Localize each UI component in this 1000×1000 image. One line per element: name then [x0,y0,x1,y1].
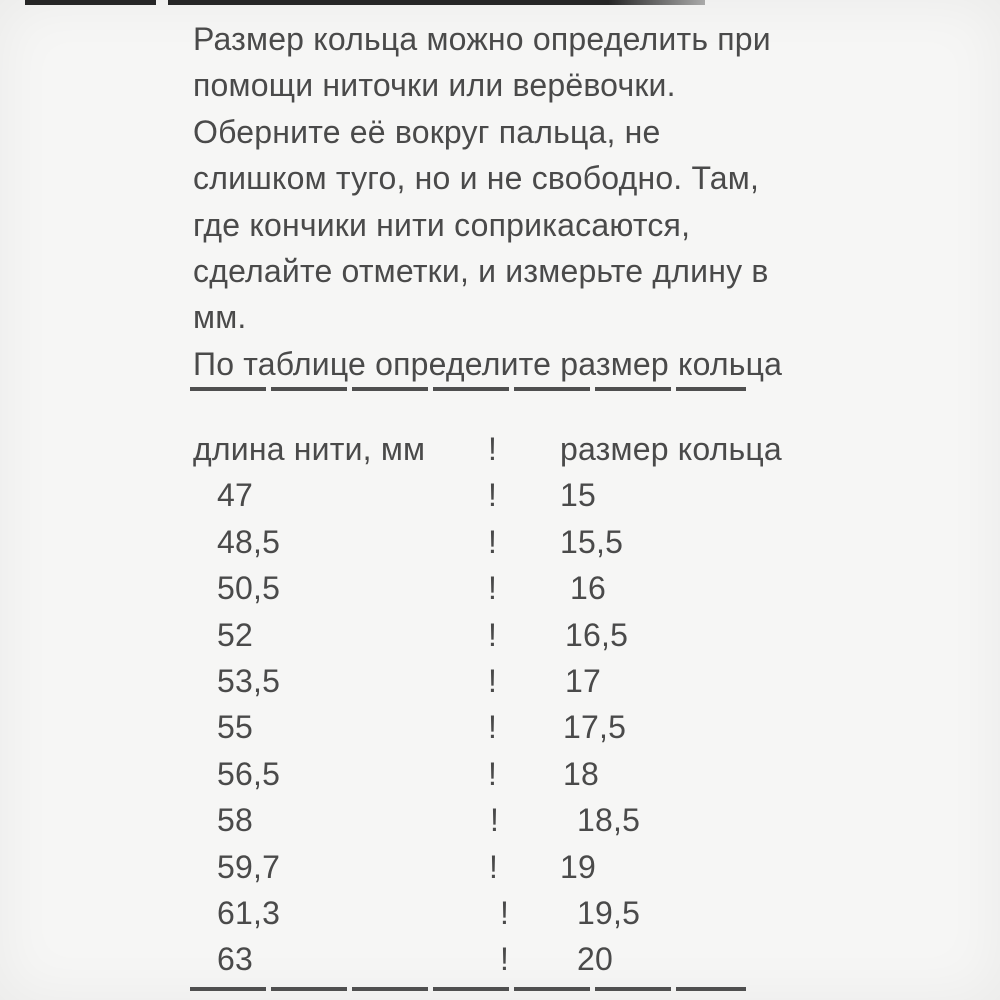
column-header-length: длина нити, мм [193,431,426,467]
column-separator: ! [500,895,510,931]
table-row [193,524,813,570]
column-separator: ! [488,431,498,467]
length-value: 53,5 [217,663,281,699]
table-row [193,477,813,523]
table-row [193,895,813,941]
top-edge-bar-right [168,0,705,5]
length-value: 50,5 [217,570,281,606]
column-separator: ! [500,941,510,977]
table-row [193,756,813,802]
instructions-text [193,16,782,387]
intro-line: Оберните её вокруг пальца, не [193,113,661,150]
table-header-row [193,431,813,477]
size-value: 19,5 [577,895,641,931]
column-separator: ! [488,617,498,653]
length-value: 48,5 [217,524,281,560]
size-value: 15 [560,477,596,513]
table-row [193,617,813,663]
size-value: 19 [560,849,596,885]
size-value: 20 [577,941,613,977]
intro-line: где кончики нити соприкасаются, [193,206,691,243]
column-separator: ! [488,663,498,699]
intro-line: мм. [193,299,247,336]
table-row [193,849,813,895]
dashed-divider-bottom [190,987,746,991]
size-value: 18 [563,756,599,792]
length-value: 55 [217,709,253,745]
length-value: 58 [217,802,253,838]
intro-line: помощи ниточки или верёвочки. [193,67,676,104]
length-value: 63 [217,941,253,977]
table-row [193,663,813,709]
length-value: 56,5 [217,756,281,792]
table-row [193,802,813,848]
column-header-size: размер кольца [560,431,782,467]
length-value: 47 [217,477,253,513]
size-value: 17,5 [563,709,627,745]
intro-line: сделайте отметки, и измерьте длину в [193,253,769,290]
top-edge-bar-left [25,0,156,5]
dashed-divider-top [190,387,746,391]
column-separator: ! [488,709,498,745]
size-value: 17 [565,663,601,699]
column-separator: ! [489,849,499,885]
column-separator: ! [488,524,498,560]
table-row [193,570,813,616]
length-value: 59,7 [217,849,281,885]
table-row [193,709,813,755]
column-separator: ! [488,756,498,792]
ring-size-table [193,431,813,997]
size-value: 18,5 [577,802,641,838]
column-separator: ! [488,477,498,513]
intro-line: Размер кольца можно определить при [193,21,771,57]
column-separator: ! [488,570,498,606]
intro-line: слишком туго, но и не свободно. Там, [193,160,760,197]
size-value: 16,5 [565,617,629,653]
length-value: 61,3 [217,895,281,931]
size-value: 16 [570,570,606,606]
table-row [193,941,813,987]
column-separator: ! [490,802,500,838]
size-value: 15,5 [560,524,624,560]
length-value: 52 [217,617,253,653]
intro-line: По таблице определите размер кольца [193,345,783,382]
